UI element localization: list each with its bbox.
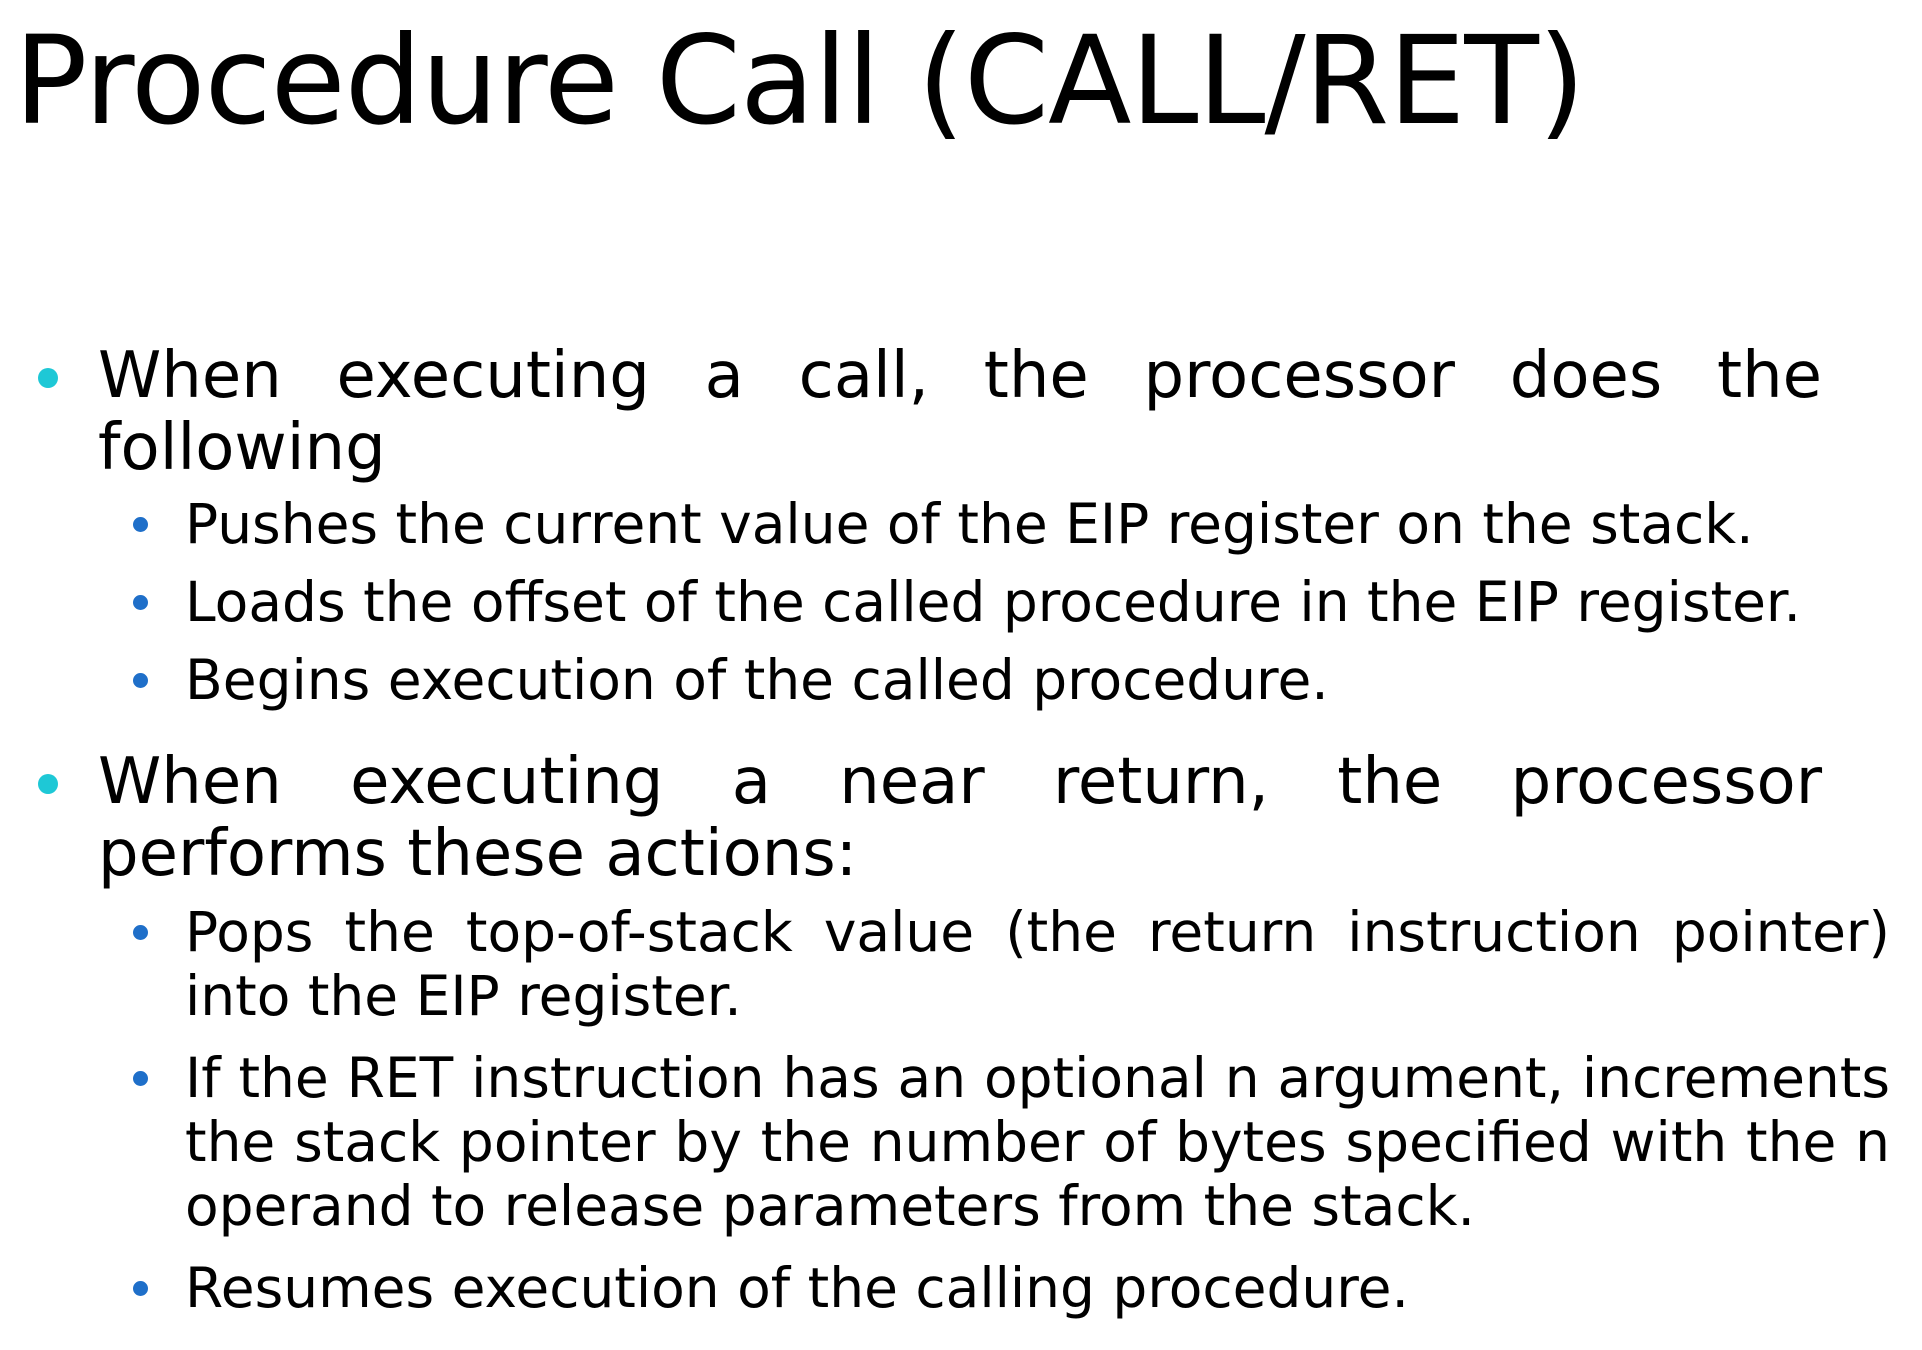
bullet-dot-icon (38, 774, 58, 794)
sub-bullet-item (0, 900, 1890, 1028)
sub-bullet-dot-icon (133, 595, 148, 610)
bullet-group-call (0, 340, 1922, 712)
sub-bullet-dot-icon (133, 1281, 148, 1296)
sub-bullet-dot-icon (133, 673, 148, 688)
bullet-item-return (0, 746, 1822, 890)
bullet-item-call (0, 340, 1822, 484)
sub-bullet-text: Pushes the current value of the EIP register on the stack. (185, 492, 1754, 556)
sub-bullet-text: Begins execution of the called procedure. (185, 648, 1329, 712)
slide-title: Procedure Call (CALL/RET) (14, 10, 1585, 152)
sub-bullet-text: Loads the offset of the called procedure in the EIP register. (185, 570, 1801, 634)
bullet-text: When executing a call, the processor does the following (98, 339, 1822, 485)
sub-bullet-dot-icon (133, 1071, 148, 1086)
sub-bullet-item (0, 648, 1890, 712)
sub-bullet-text: Resumes execution of the calling procedure. (185, 1256, 1409, 1320)
sub-bullet-item (0, 570, 1890, 634)
sub-bullet-text: If the RET instruction has an optional n argument, increments the stack pointer by the number of bytes specified with the n operand to release parameters from the stack. (185, 1046, 1890, 1238)
bullet-text: When executing a near return, the processor performs these actions: (98, 745, 1822, 891)
sub-bullet-dot-icon (133, 517, 148, 532)
bullet-dot-icon (38, 368, 58, 388)
bullet-group-return (0, 746, 1922, 1320)
sub-bullet-item (0, 1256, 1890, 1320)
sub-bullet-item (0, 492, 1890, 556)
sub-bullet-item (0, 1046, 1890, 1238)
sub-bullet-text: Pops the top-of-stack value (the return instruction pointer) into the EIP register. (185, 900, 1890, 1028)
sub-bullet-dot-icon (133, 925, 148, 940)
